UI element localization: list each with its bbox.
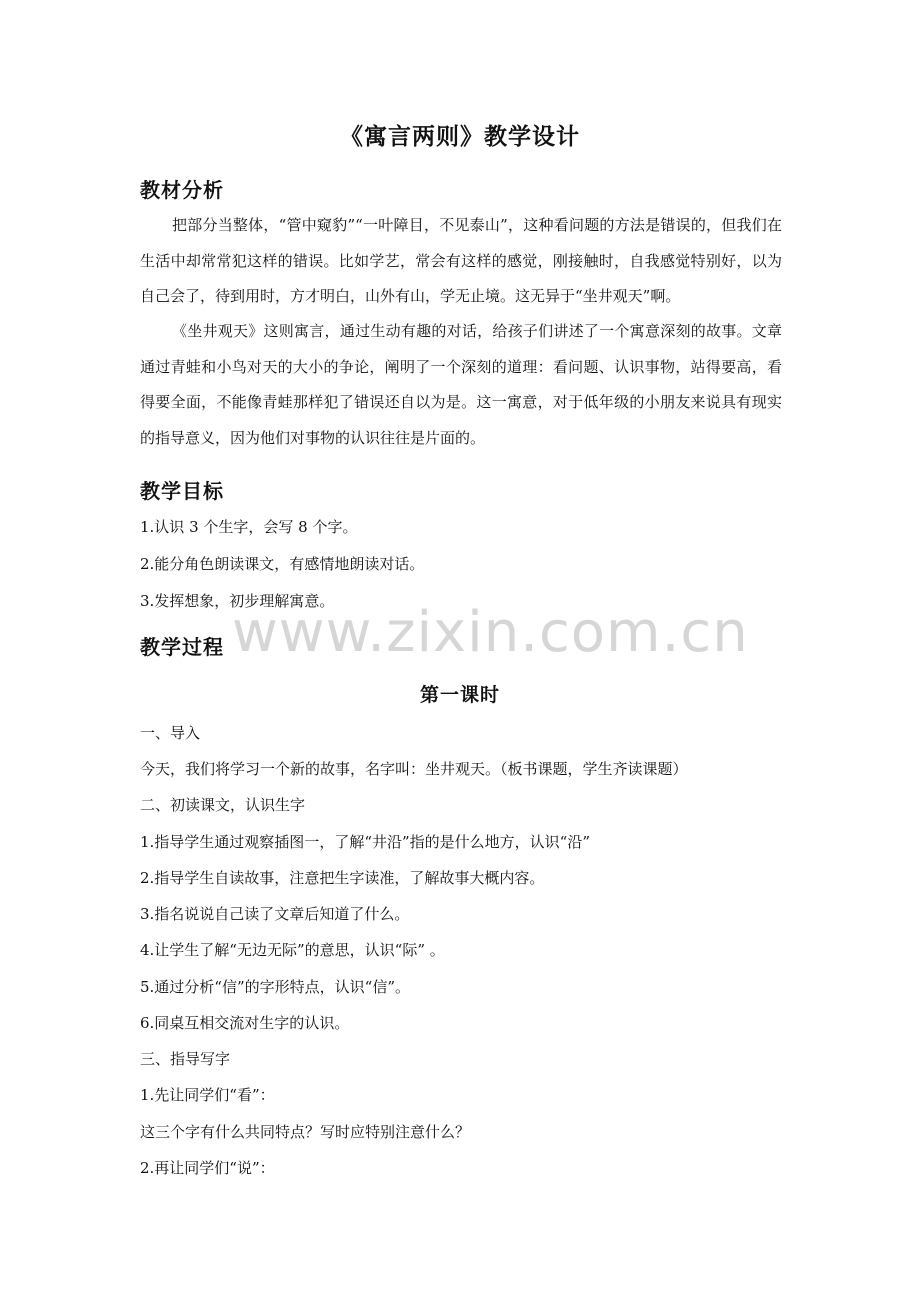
process-line: 6.同桌互相交流对生字的认识。 [140, 1014, 350, 1032]
goal-item: 2.能分角色朗读课文，有感情地朗读对话。 [140, 555, 425, 573]
process-line: 二、初读课文，认识生字 [140, 796, 306, 814]
goal-item: 1.认识 3 个生字，会写 8 个字。 [140, 518, 358, 536]
process-line: 1.指导学生通过观察插图一，了解“井沿”指的是什么地方，认识“沿” [140, 833, 590, 851]
process-line: 2.指导学生自读故事，注意把生字读准，了解故事大概内容。 [140, 869, 545, 887]
watermark: www.zixin.com.cn [232, 600, 749, 665]
process-line: 今天，我们将学习一个新的故事，名字叫：坐井观天。（板书课题，学生齐读课题） [140, 760, 688, 778]
process-line: 5.通过分析“信”的字形特点，认识“信”。 [140, 978, 410, 996]
process-line: 这三个字有什么共同特点？写时应特别注意什么？ [140, 1123, 471, 1141]
heading-goals: 教学目标 [140, 479, 224, 503]
goal-item: 3.发挥想象，初步理解寓意。 [140, 592, 335, 610]
process-line: 2.再让同学们“说”： [140, 1159, 275, 1177]
lesson-title: 第一课时 [419, 684, 500, 706]
document-title: 《寓言两则》教学设计 [340, 124, 580, 150]
process-line: 3.指名说说自己读了文章后知道了什么。 [140, 905, 410, 923]
process-line: 1.先让同学们“看”： [140, 1086, 275, 1104]
process-line: 4.让学生了解“无边无际”的意思，认识“际” 。 [140, 941, 445, 959]
process-line: 三、指导写字 [140, 1050, 231, 1068]
analysis-paragraph-1: 把部分当整体，“管中窥豹”“一叶障目，不见泰山”，这种看问题的方法是错误的，但我们在生活中却常常犯这样的错误。比如学艺，常会有这样的感觉，刚接触时，自我感觉特别好，以为自己会了，待到用时，方才明白，山外有山，学无止境。这无异于“坐井观天”啊。 [140, 216, 782, 305]
process-line: 一、导入 [140, 724, 201, 742]
heading-analysis: 教材分析 [140, 178, 224, 202]
heading-process: 教学过程 [140, 635, 224, 659]
analysis-paragraph-2: 《坐井观天》这则寓言，通过生动有趣的对话，给孩子们讲述了一个寓意深刻的故事。文章通过青蛙和小鸟对天的大小的争论，阐明了一个深刻的道理：看问题、认识事物，站得要高，看得要全面，不能像青蛙那样犯了错误还自以为是。这一寓意，对于低年级的小朋友来说具有现实的指导意义，因为他们对事物的认识往往是片面的。 [140, 322, 782, 447]
